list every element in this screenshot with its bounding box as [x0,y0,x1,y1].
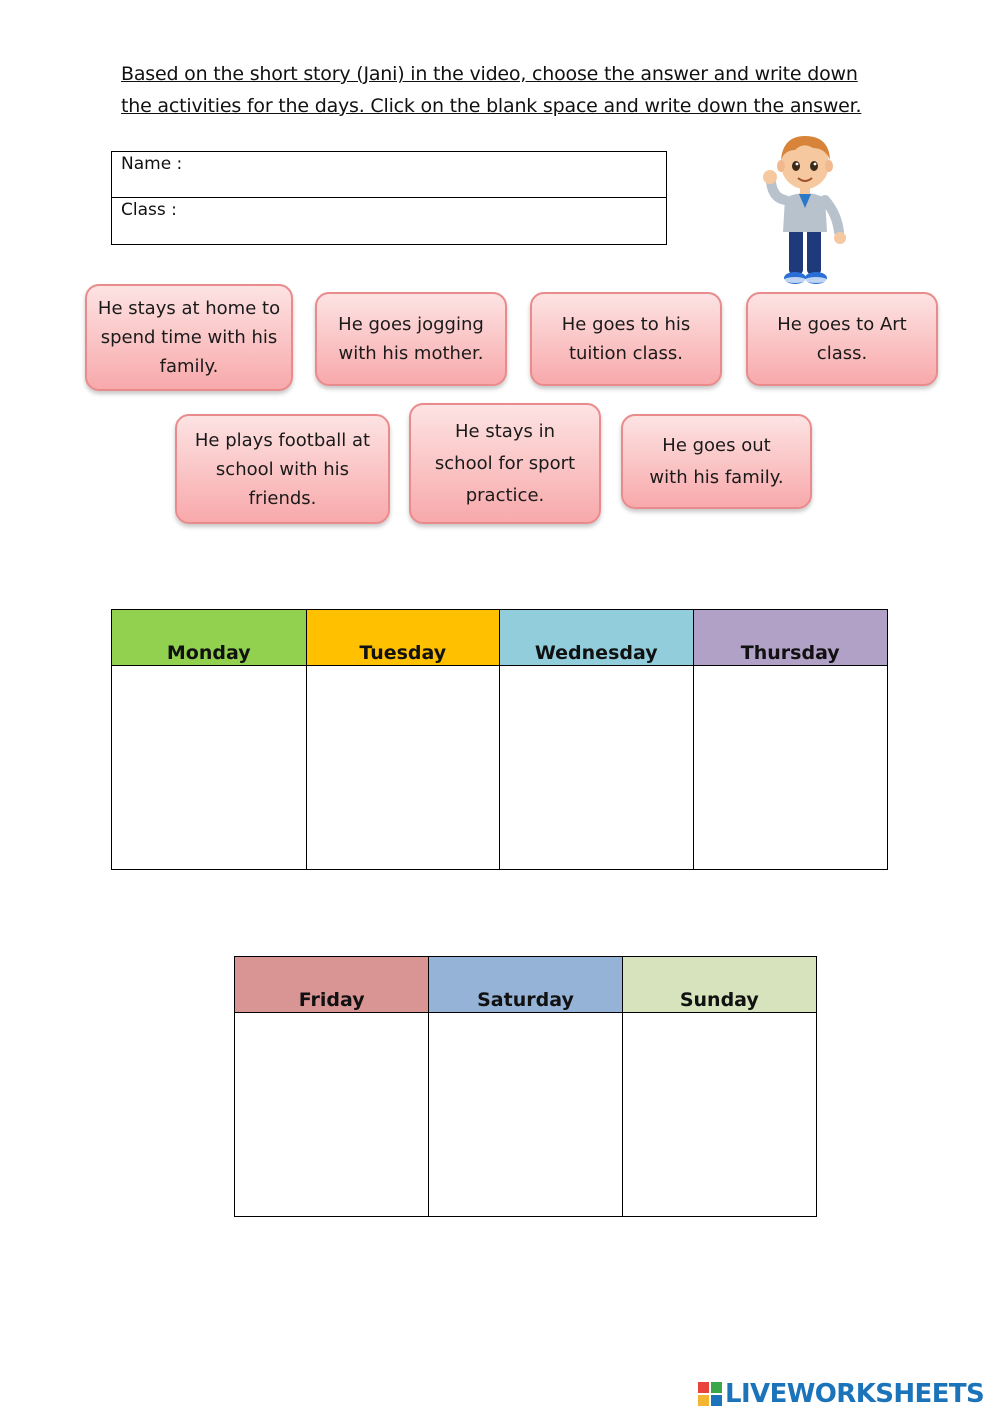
instructions-line-2: the activities for the days. Click on the blank space and write down the answer. [121,95,862,117]
day-column-monday [112,610,307,869]
day-column-wednesday [500,610,694,869]
day-header-tuesday: Tuesday [307,610,500,666]
activity-card-5[interactable]: He plays football at school with his friends. [175,414,390,524]
day-column-thursday [694,610,888,869]
instructions-line-1: Based on the short story (Jani) in the video, choose the answer and write down [121,63,858,85]
activity-card-1[interactable]: He stays at home to spend time with his family. [85,284,293,391]
days-table-weekend [234,956,817,1217]
activity-card-2[interactable]: He goes jogging with his mother. [315,292,507,386]
answer-box-wednesday[interactable] [500,666,693,869]
activity-card-6[interactable]: He stays in school for sport practice. [409,403,601,524]
class-input[interactable] [192,204,656,236]
day-column-friday [235,957,429,1216]
activity-card-4[interactable]: He goes to Art class. [746,292,938,386]
class-label: Class : [121,200,177,220]
name-input[interactable] [192,158,656,190]
days-table-weekdays [111,609,888,870]
day-column-sunday [623,957,816,1216]
class-row [112,198,666,244]
answer-box-saturday[interactable] [429,1013,621,1216]
answer-box-friday[interactable] [235,1013,428,1216]
liveworksheets-logo [698,1376,984,1412]
day-header-monday: Monday [112,610,306,666]
day-header-sunday: Sunday [623,957,816,1013]
day-column-saturday [429,957,622,1216]
day-header-friday: Friday [235,957,428,1013]
liveworksheets-brand-text: LIVEWORKSHEETS [725,1379,985,1409]
instructions [121,58,881,122]
answer-box-monday[interactable] [112,666,306,869]
answer-box-sunday[interactable] [623,1013,816,1216]
day-header-saturday: Saturday [429,957,621,1013]
answer-box-tuesday[interactable] [307,666,500,869]
activity-card-7[interactable]: He goes out with his family. [621,414,812,509]
student-info-table [111,151,667,245]
liveworksheets-logo-icon [698,1382,722,1406]
day-header-wednesday: Wednesday [500,610,693,666]
boy-illustration [755,128,855,288]
activity-card-3[interactable]: He goes to his tuition class. [530,292,722,386]
day-column-tuesday [307,610,501,869]
day-header-thursday: Thursday [694,610,888,666]
answer-box-thursday[interactable] [694,666,888,869]
name-label: Name : [121,154,183,174]
name-row [112,152,666,198]
